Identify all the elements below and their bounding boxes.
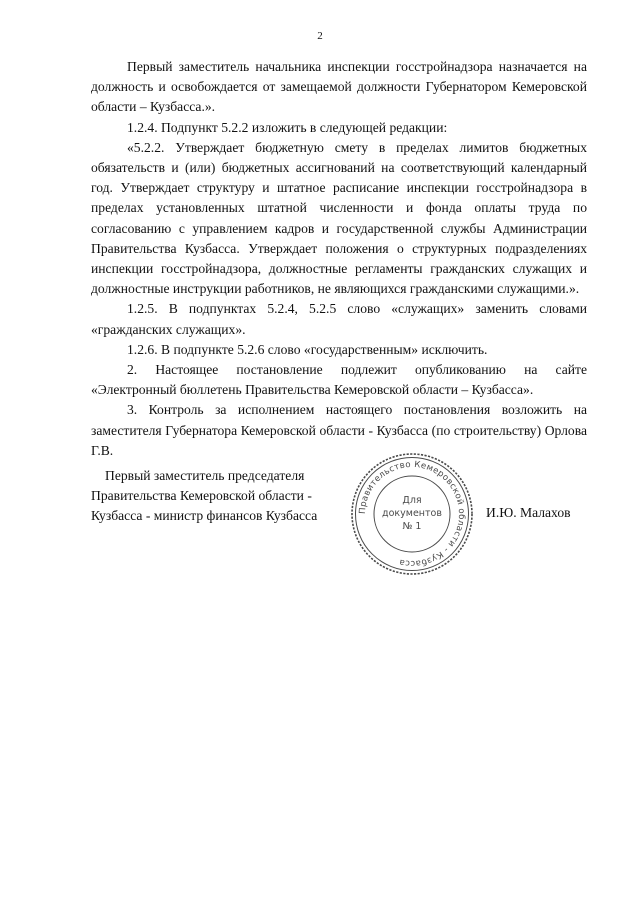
- page-number: 2: [317, 30, 323, 42]
- stamp-ring-text: Правительство Кемеровской области - Кузбасса: [357, 459, 467, 569]
- stamp-center-line-3: № 1: [402, 521, 422, 532]
- signatory-position-line-1: Первый заместитель председателя: [105, 468, 305, 483]
- paragraph-2-publication: 2. Настоящее постановление подлежит опубликованию на сайте «Электронный бюллетень Правительства Кемеровской области – Кузбасса».: [91, 362, 587, 398]
- signatory-position-line-3: Кузбасса - министр финансов Кузбасса: [91, 508, 318, 523]
- stamp-center-line-2: документов: [382, 508, 442, 519]
- stamp-center-line-1: Для: [402, 495, 422, 506]
- paragraph-1-2-4: 1.2.4. Подпункт 5.2.2 изложить в следующей редакции:: [127, 119, 448, 135]
- paragraph-first-deputy: Первый заместитель начальника инспекции госстройнадзора назначается на должность и освобождается от замещаемой должности Губернатором Кемеровской области – Кузбасса.».: [91, 59, 587, 115]
- stamp-seal: [348, 450, 476, 578]
- paragraph-1-2-6: 1.2.6. В подпункте 5.2.6 слово «государственным» исключить.: [127, 341, 488, 357]
- signatory-position-line-2: Правительства Кемеровской области -: [91, 488, 312, 503]
- paragraph-1-2-5: 1.2.5. В подпунктах 5.2.4, 5.2.5 слово «служащих» заменить словами «гражданских служащих».: [91, 301, 587, 337]
- signatory-name: И.Ю. Малахов: [486, 505, 571, 520]
- document-body: [91, 57, 587, 461]
- signatory-position: [91, 466, 361, 526]
- paragraph-3-control: 3. Контроль за исполнением настоящего постановления возложить на заместителя Губернатора Кемеровской области - Кузбасса (по строительству) Орлова Г.В.: [91, 402, 587, 458]
- paragraph-5-2-2: «5.2.2. Утверждает бюджетную смету в пределах лимитов бюджетных обязательств и (или) бюджетных ассигнований на соответствующий календарный год. Утверждает структуру и штатное расписание инспекции госстройнадзора в пределах установленных штатной численности и фонда оплаты труда по согласованию с управлением кадров и государственной службы Администрации Правительства Кузбасса. Утверждает положения о структурных подразделениях инспекции госстройнадзора, должностные регламенты гражданских служащих и должностные инструкции работников, не являющихся гражданскими служащими.».: [91, 139, 587, 297]
- official-stamp: [348, 450, 476, 578]
